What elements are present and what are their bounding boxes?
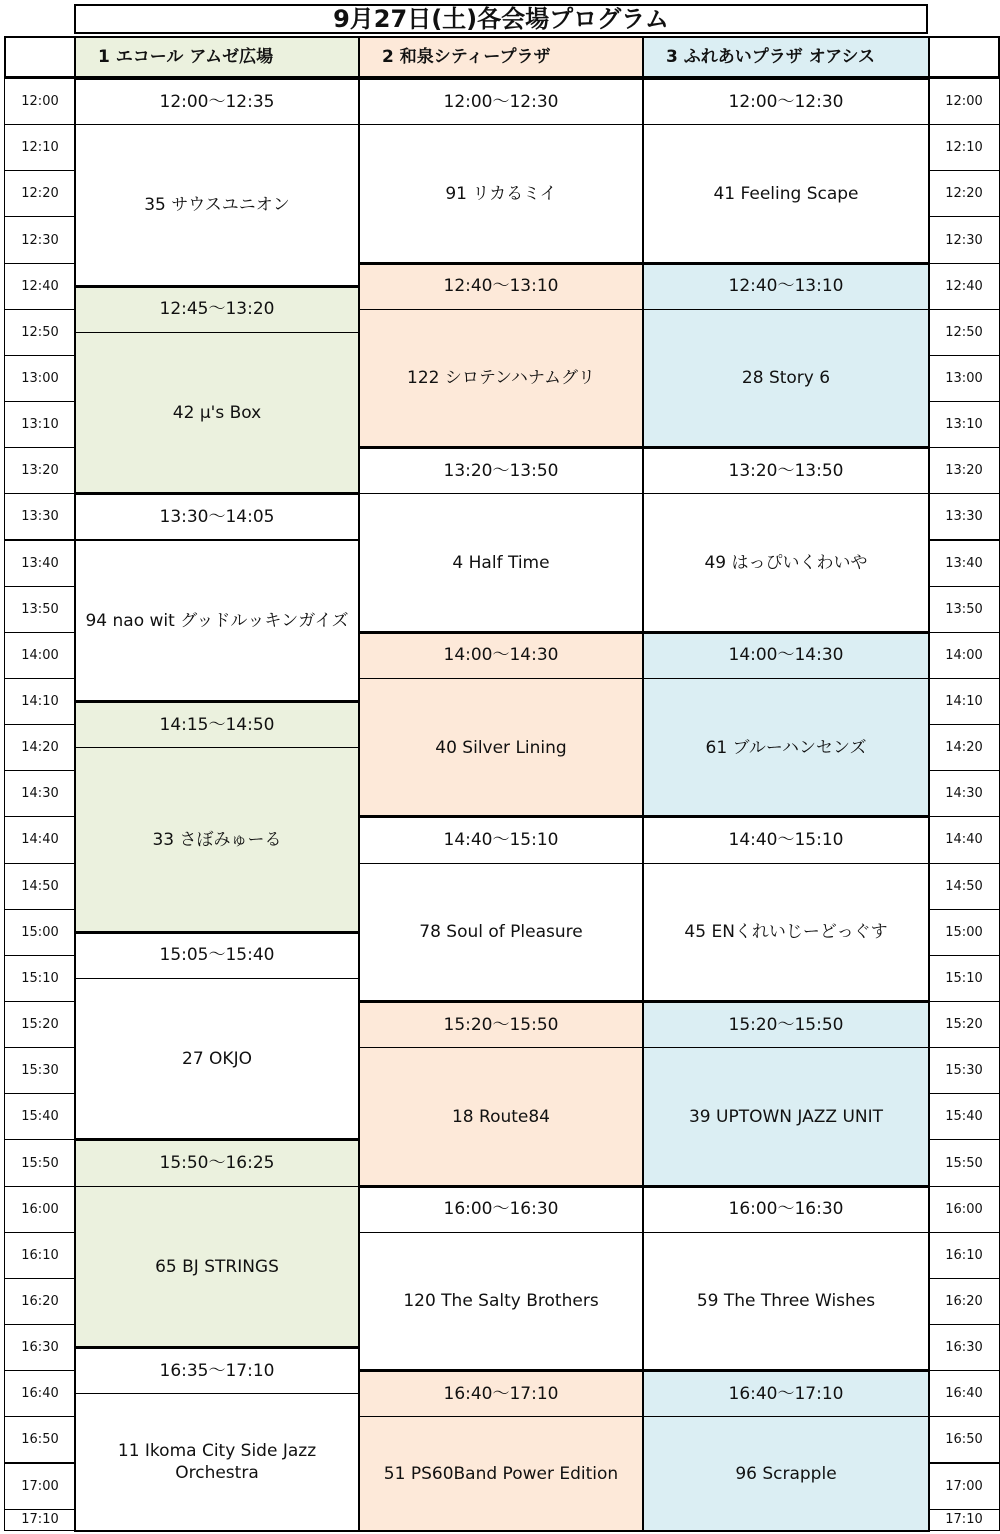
time-slot-label: 15:50: [4, 1139, 76, 1186]
time-slot-label: 13:50: [4, 586, 76, 633]
time-slot-label: 12:40: [928, 263, 1000, 310]
time-slot-label: 14:10: [928, 678, 1000, 725]
time-slot-label: 17:10: [928, 1509, 1000, 1531]
slot-performer: 11 Ikoma City Side Jazz Orchestra: [74, 1393, 360, 1531]
time-slot-label: 16:40: [928, 1370, 1000, 1417]
time-slot-label: 12:00: [4, 78, 76, 125]
time-slot-label: 14:00: [928, 632, 1000, 679]
slot-performer: 27 OKJO: [74, 978, 360, 1141]
slot-performer: 91 リカるミイ: [358, 124, 644, 263]
slot-performer: 49 はっぴいくわいや: [642, 493, 930, 632]
slot-performer: 120 The Salty Brothers: [358, 1232, 644, 1371]
slot-time: 16:40～17:10: [642, 1370, 930, 1417]
time-slot-label: 15:20: [4, 1001, 76, 1048]
slot-performer: 78 Soul of Pleasure: [358, 863, 644, 1002]
header-blank-right: [928, 36, 1000, 78]
slot-performer: 41 Feeling Scape: [642, 124, 930, 263]
slot-time: 16:35～17:10: [74, 1347, 360, 1394]
venue-2-column: [358, 0, 644, 1534]
time-slot-label: 16:10: [4, 1232, 76, 1279]
time-slot-label: 14:30: [928, 770, 1000, 817]
slot-time: 15:50～16:25: [74, 1139, 360, 1186]
time-slot-label: 13:20: [4, 447, 76, 494]
time-slot-label: 12:30: [928, 216, 1000, 263]
page-title: 9月27日(土)各会場プログラム: [74, 4, 928, 34]
slot-time: 13:20～13:50: [642, 447, 930, 494]
slot-performer: 33 さぼみゅーる: [74, 747, 360, 933]
slot-performer: 39 UPTOWN JAZZ UNIT: [642, 1047, 930, 1186]
slot-performer: 51 PS60Band Power Edition: [358, 1416, 644, 1531]
time-slot-label: 16:40: [4, 1370, 76, 1417]
slot-performer: 45 ENくれいじーどっぐす: [642, 863, 930, 1002]
slot-time: 14:40～15:10: [642, 816, 930, 863]
slot-time: 12:00～12:35: [74, 78, 360, 125]
slot-time: 16:00～16:30: [358, 1186, 644, 1233]
venue-3-column: [642, 0, 930, 1534]
slot-time: 15:20～15:50: [358, 1001, 644, 1048]
time-slot-label: 16:20: [4, 1278, 76, 1325]
slot-performer: 28 Story 6: [642, 309, 930, 448]
slot-performer: 65 BJ STRINGS: [74, 1186, 360, 1349]
slot-performer: 40 Silver Lining: [358, 678, 644, 817]
time-slot-label: 13:10: [928, 401, 1000, 448]
time-slot-label: 16:00: [4, 1186, 76, 1233]
time-slot-label: 13:50: [928, 586, 1000, 633]
slot-time: 14:00～14:30: [358, 632, 644, 679]
slot-performer: 18 Route84: [358, 1047, 644, 1186]
slot-time: 12:40～13:10: [642, 263, 930, 310]
time-slot-label: 12:50: [4, 309, 76, 356]
time-slot-label: 13:30: [928, 493, 1000, 540]
time-slot-label: 14:30: [4, 770, 76, 817]
slot-performer: 42 μ's Box: [74, 332, 360, 495]
slot-performer: 59 The Three Wishes: [642, 1232, 930, 1371]
time-slot-label: 14:20: [928, 724, 1000, 771]
slot-time: 12:40～13:10: [358, 263, 644, 310]
time-slot-label: 15:40: [4, 1093, 76, 1140]
time-slot-label: 13:40: [928, 540, 1000, 587]
time-slot-label: 14:50: [928, 863, 1000, 910]
time-slot-label: 13:10: [4, 401, 76, 448]
time-slot-label: 15:30: [4, 1047, 76, 1094]
time-slot-label: 14:40: [928, 816, 1000, 863]
time-slot-label: 12:00: [928, 78, 1000, 125]
time-slot-label: 16:30: [928, 1324, 1000, 1371]
slot-time: 14:40～15:10: [358, 816, 644, 863]
slot-time: 16:40～17:10: [358, 1370, 644, 1417]
time-slot-label: 15:10: [4, 955, 76, 1002]
time-slot-label: 14:10: [4, 678, 76, 725]
time-slot-label: 15:40: [928, 1093, 1000, 1140]
slot-performer: 122 シロテンハナムグリ: [358, 309, 644, 448]
time-slot-label: 15:30: [928, 1047, 1000, 1094]
header-blank-left: [4, 36, 76, 78]
time-slot-label: 13:00: [4, 355, 76, 402]
slot-time: 16:00～16:30: [642, 1186, 930, 1233]
time-slot-label: 12:40: [4, 263, 76, 310]
time-slot-label: 12:50: [928, 309, 1000, 356]
slot-performer: 61 ブルーハンセンズ: [642, 678, 930, 817]
time-slot-label: 14:00: [4, 632, 76, 679]
slot-performer: 96 Scrapple: [642, 1416, 930, 1531]
time-slot-label: 16:00: [928, 1186, 1000, 1233]
venue-header-2: 2 和泉シティープラザ: [358, 36, 644, 78]
time-slot-label: 16:10: [928, 1232, 1000, 1279]
time-slot-label: 16:50: [4, 1416, 76, 1463]
time-slot-label: 14:20: [4, 724, 76, 771]
slot-time: 12:00～12:30: [642, 78, 930, 125]
slot-performer: 35 サウスユニオン: [74, 124, 360, 287]
slot-time: 15:05～15:40: [74, 932, 360, 979]
slot-time: 15:20～15:50: [642, 1001, 930, 1048]
slot-time: 12:45～13:20: [74, 286, 360, 333]
slot-time: 12:00～12:30: [358, 78, 644, 125]
time-slot-label: 15:50: [928, 1139, 1000, 1186]
time-slot-label: 15:10: [928, 955, 1000, 1002]
time-slot-label: 12:30: [4, 216, 76, 263]
time-slot-label: 16:30: [4, 1324, 76, 1371]
slot-performer: 4 Half Time: [358, 493, 644, 632]
venue-1-column: [74, 0, 360, 1534]
time-slot-label: 17:10: [4, 1509, 76, 1531]
time-slot-label: 12:10: [4, 124, 76, 171]
time-slot-label: 12:10: [928, 124, 1000, 171]
slot-time: 14:15～14:50: [74, 701, 360, 748]
slot-time: 14:00～14:30: [642, 632, 930, 679]
time-slot-label: 12:20: [928, 170, 1000, 217]
slot-time: 13:30～14:05: [74, 493, 360, 540]
time-slot-label: 16:50: [928, 1416, 1000, 1463]
time-slot-label: 17:00: [928, 1463, 1000, 1510]
time-slot-label: 14:50: [4, 863, 76, 910]
venue-header-1: 1 エコール アムゼ広場: [74, 36, 360, 78]
time-slot-label: 16:20: [928, 1278, 1000, 1325]
time-slot-label: 13:20: [928, 447, 1000, 494]
time-slot-label: 14:40: [4, 816, 76, 863]
time-slot-label: 15:20: [928, 1001, 1000, 1048]
time-slot-label: 13:40: [4, 540, 76, 587]
slot-performer: 94 nao wit グッドルッキンガイズ: [74, 540, 360, 703]
time-slot-label: 15:00: [928, 909, 1000, 956]
time-slot-label: 12:20: [4, 170, 76, 217]
time-slot-label: 17:00: [4, 1463, 76, 1510]
time-slot-label: 13:00: [928, 355, 1000, 402]
slot-time: 13:20～13:50: [358, 447, 644, 494]
venue-header-3: 3 ふれあいプラザ オアシス: [642, 36, 930, 78]
time-slot-label: 15:00: [4, 909, 76, 956]
time-slot-label: 13:30: [4, 493, 76, 540]
